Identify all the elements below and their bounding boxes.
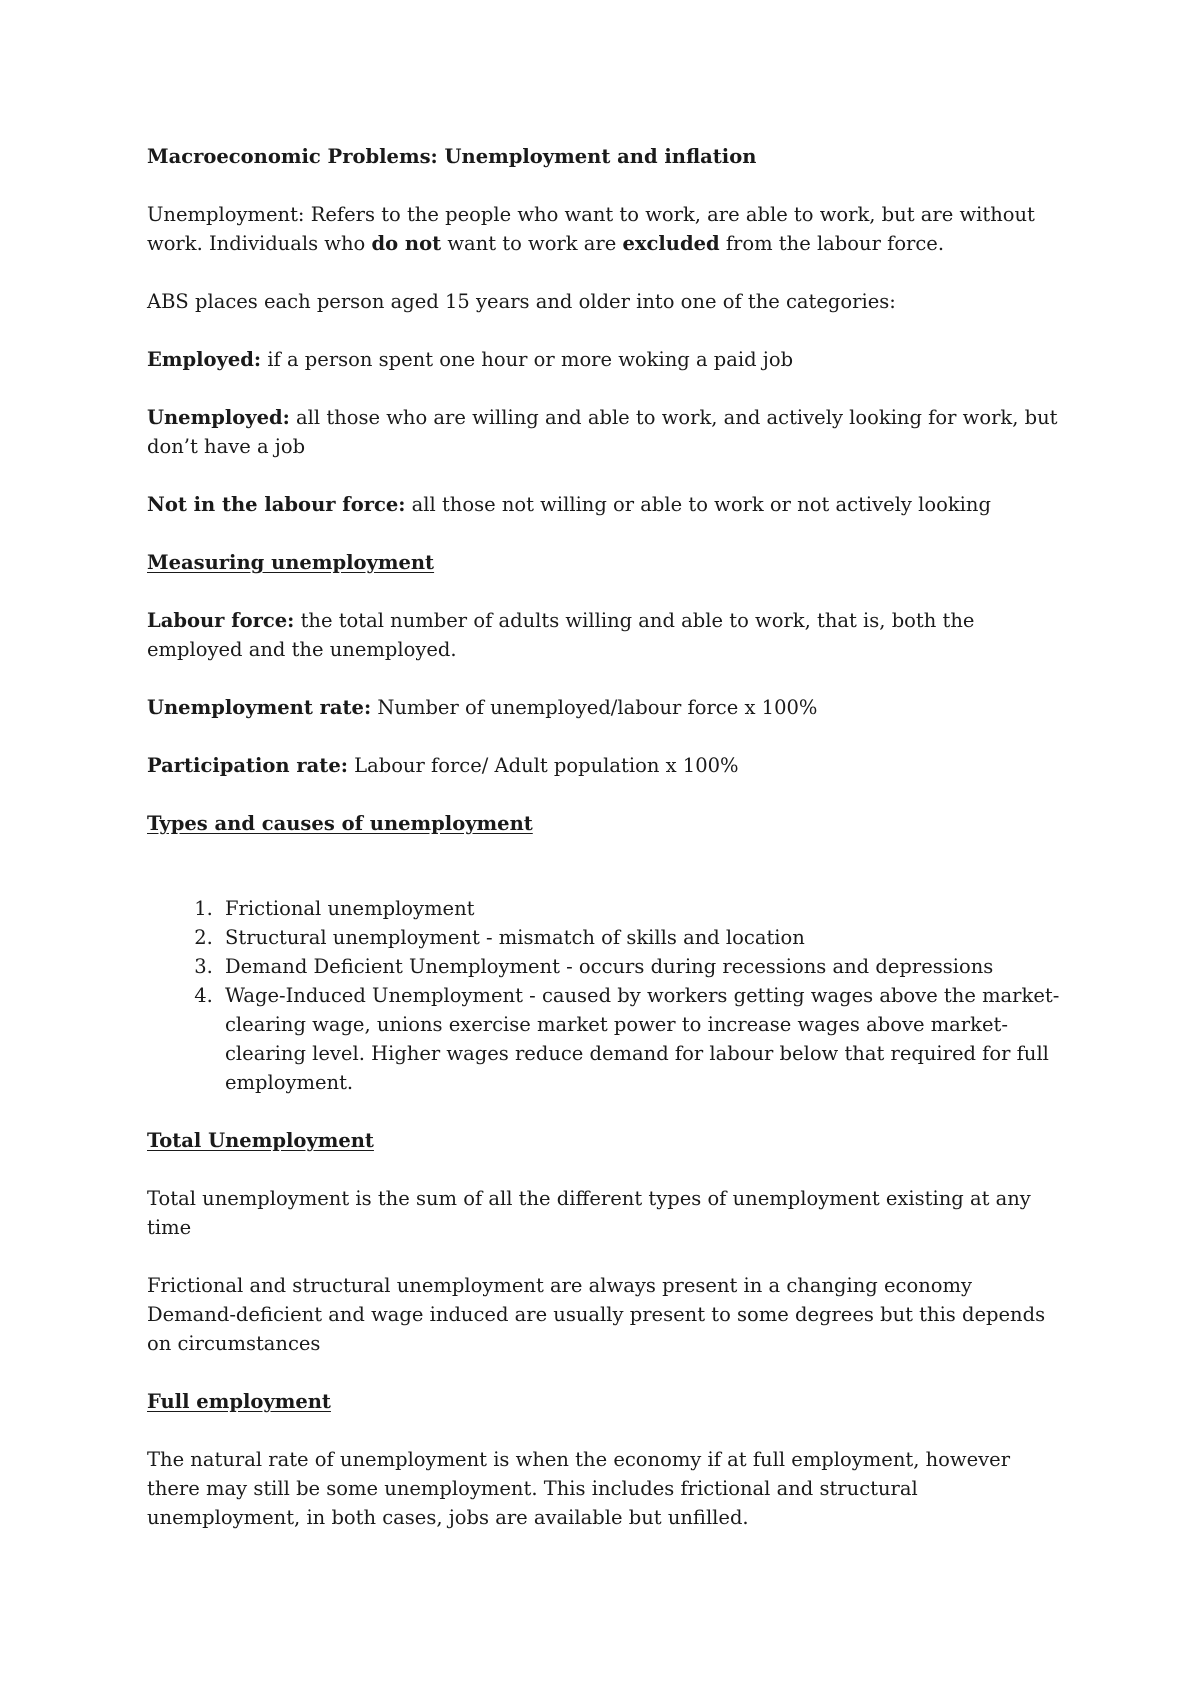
category-term: Not in the labour force: [147, 493, 406, 516]
full-employment-paragraph: The natural rate of unemployment is when the economy if at full employment, however there may still be some unemployment. This includes frictional and structural unemployment, in both cases, jobs are available but unfilled. [147, 1448, 1011, 1529]
category-term: Unemployed: [147, 406, 290, 429]
emphasis-excluded: excluded [622, 232, 720, 255]
document-title: Macroeconomic Problems: Unemployment and inflation [147, 145, 757, 168]
definition-term: Participation rate: [147, 754, 348, 777]
heading-types-and-causes: Types and causes of unemployment [147, 812, 533, 835]
definition-text: the total number of adults willing and able to work, that is, both the employed and the unemployed. [147, 609, 975, 661]
definition-unemployment-rate [147, 693, 1067, 722]
total-unemployment-paragraph: Total unemployment is the sum of all the different types of unemployment existing at any time [147, 1187, 1031, 1239]
heading-measuring-unemployment: Measuring unemployment [147, 551, 435, 574]
abs-paragraph: ABS places each person aged 15 years and older into one of the categories: [147, 290, 896, 313]
definition-term: Unemployment rate: [147, 696, 372, 719]
emphasis-do-not: do not [371, 232, 442, 255]
definition-text: Number of unemployed/labour force x 100% [371, 696, 818, 719]
unemployment-definition [147, 200, 1067, 258]
unemployment-lead: Unemployment: Refers to the people who want to work, are able to work, but are without work. Individuals who [147, 203, 1035, 255]
category-unemployed [147, 403, 1067, 461]
list-item: 3. Demand Deficient Unemployment - occurs during recessions and depressions [219, 952, 1067, 981]
demand-deficient-paragraph: Demand-deficient and wage induced are usually present to some degrees but this depends on circumstances [147, 1303, 1046, 1355]
category-text: if a person spent one hour or more woking a paid job [261, 348, 794, 371]
frictional-structural-paragraph: Frictional and structural unemployment are always present in a changing economy [147, 1274, 972, 1297]
unemployment-tail: from the labour force. [719, 232, 945, 255]
definition-labour-force [147, 606, 1067, 664]
definition-term: Labour force: [147, 609, 295, 632]
list-item: 1. Frictional unemployment [219, 894, 1067, 923]
list-item: 2. Structural unemployment - mismatch of skills and location [219, 923, 1067, 952]
category-text: all those who are willing and able to work, and actively looking for work, but don’t have a job [147, 406, 1058, 458]
category-employed [147, 345, 1067, 374]
document-page [147, 142, 1067, 1561]
list-item: 4. Wage-Induced Unemployment - caused by workers getting wages above the market-clearing wage, unions exercise market power to increase wages above market-clearing level. Higher wages reduce demand for labour below that required for full employment. [219, 981, 1067, 1097]
unemployment-mid: want to work are [441, 232, 623, 255]
category-not-in-labour-force [147, 490, 1067, 519]
category-text: all those not willing or able to work or not actively looking [405, 493, 991, 516]
heading-full-employment: Full employment [147, 1390, 331, 1413]
heading-total-unemployment: Total Unemployment [147, 1129, 374, 1152]
definition-text: Labour force/ Adult population x 100% [347, 754, 739, 777]
category-term: Employed: [147, 348, 262, 371]
definition-participation-rate [147, 751, 1067, 780]
unemployment-types-list [147, 894, 1067, 1097]
